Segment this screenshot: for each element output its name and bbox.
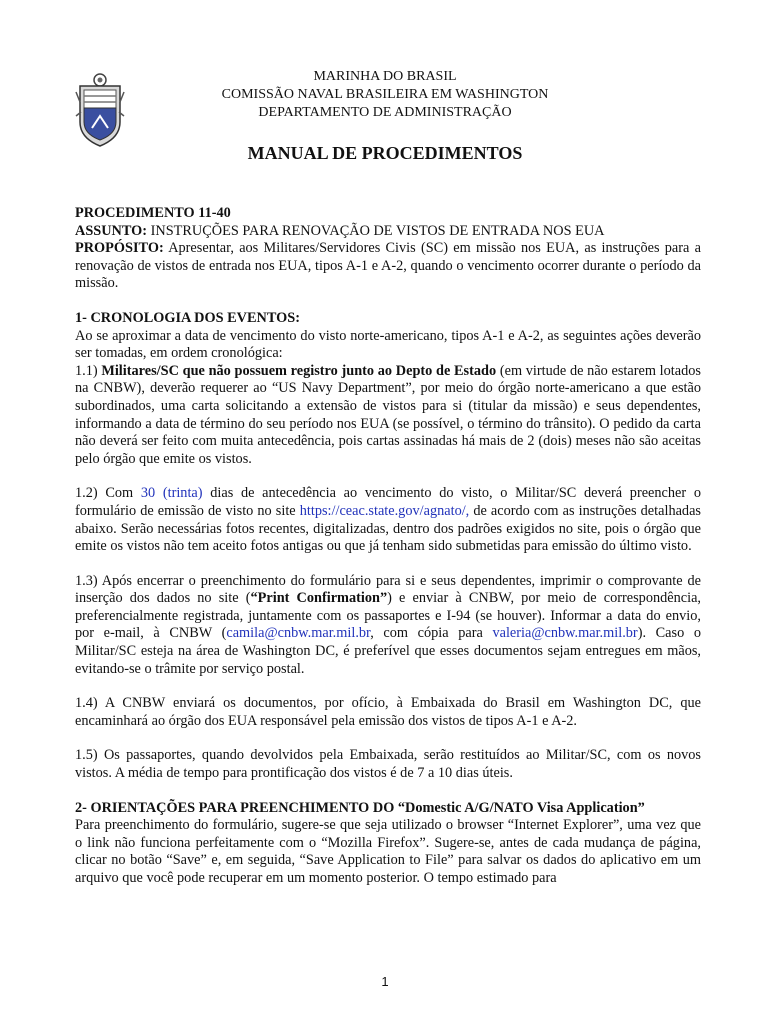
paragraph-1-2 xyxy=(75,485,701,555)
header-line-navy: MARINHA DO BRASIL xyxy=(313,69,457,84)
p11-bold: Militares/SC que não possuem registro junto ao Depto de Estado xyxy=(101,362,497,379)
section1-heading-block xyxy=(75,310,701,363)
page-number: 1 xyxy=(381,974,389,989)
p12-prefix: 1.2) Com xyxy=(75,485,141,502)
p13-bold: “Print Confirmation” xyxy=(250,590,388,607)
paragraph-1-1 xyxy=(75,363,701,469)
document-body xyxy=(75,205,701,888)
subject-text: INSTRUÇÕES PARA RENOVAÇÃO DE VISTOS DE ENTRADA NOS EUA xyxy=(147,222,605,239)
purpose-label: PROPÓSITO: xyxy=(75,240,164,257)
visa-site-link[interactable]: https://ceac.state.gov/agnato/, xyxy=(299,502,470,519)
p13-b: ) e enviar à CNBW, por meio de correspondência, preferencialmente registrada, juntamente com os passaportes e I-94 (se houver). Informar a data do envio, por e-mail, à CNBW ( xyxy=(75,590,701,642)
p13-a: 1.3) Após encerrar o preenchimento do formulário para si e seus dependentes, imprimir o comprovante de inserção dos dados no site ( xyxy=(75,572,701,607)
paragraph-1-5: 1.5) Os passaportes, quando devolvidos pela Embaixada, serão restituídos ao Militar/SC, com os novos vistos. A média de tempo para prontificação dos vistos é de 7 a 10 dias úteis. xyxy=(75,747,701,782)
procedure-block xyxy=(75,205,701,293)
manual-title: MANUAL DE PROCEDIMENTOS xyxy=(247,143,523,163)
subject-label: ASSUNTO: xyxy=(75,222,148,239)
p11-prefix: 1.1) xyxy=(75,362,102,379)
p12-mid: dias de antecedência ao vencimento do visto, o Militar/SC deverá preencher o formulário de emissão de visto no site xyxy=(75,485,701,519)
email-link-valeria[interactable]: valeria@cnbw.mar.mil.br xyxy=(492,625,638,642)
email-link-camila[interactable]: camila@cnbw.mar.mil.br xyxy=(226,625,371,642)
section2-heading: 2- ORIENTAÇÕES PARA PREENCHIMENTO DO “Domestic A/G/NATO Visa Application” xyxy=(75,799,645,816)
p11-text: (em virtude de não estarem lotados na CNBW), deverão requerer ao “US Navy Department”, por meio do órgão norte-americano a que estão subordinados, uma carta solicitando a extensão de vistos para si (titular da missão) e seus dependentes, informando a data de término do seu período nos EUA (se possível, o término do trânsito). O pedido da carta não deverá ser feito com muita antecedência, pois cartas assinadas há mais de 2 (dois) meses não são aceitas pelo órgão que emite os vistos. xyxy=(75,362,701,467)
purpose-text: Apresentar, aos Militares/Servidores Civis (SC) em missão nos EUA, as instruções para a renovação de vistos de entrada nos EUA, tipos A-1 e A-2, quando o vencimento ocorrer durante o período da missão. xyxy=(75,240,701,292)
section1-heading: 1- CRONOLOGIA DOS EVENTOS: xyxy=(75,309,300,326)
p12-days: 30 (trinta) xyxy=(140,485,203,502)
section2-block xyxy=(75,800,701,888)
navy-crest-icon xyxy=(72,72,128,150)
paragraph-1-4: 1.4) A CNBW enviará os documentos, por ofício, à Embaixada do Brasil em Washington DC, que encaminhará ao órgão dos EUA responsável pela emissão dos vistos de tipos A-1 e A-2. xyxy=(75,695,701,729)
paragraph-1-3 xyxy=(75,573,701,679)
p13-d: ). Caso o Militar/SC esteja na área de Washington DC, é preferível que esses documentos sejam entregues em mãos, evitando-se o trâmite por serviço postal. xyxy=(75,625,701,677)
p12-text: de acordo com as instruções detalhadas abaixo. Serão necessárias fotos recentes, digitalizadas, dentro dos padrões exigidos no site, pois o órgão que emite os vistos não tem aceito fotos antigas ou que já tenham sido submetidas para emissão do último visto. xyxy=(75,502,701,555)
header-line-commission: COMISSÃO NAVAL BRASILEIRA EM WASHINGTON xyxy=(221,87,549,102)
section1-intro: Ao se aproximar a data de vencimento do visto norte-americano, tipos A-1 e A-2, as seguintes ações deverão ser tomadas, em ordem cronológica: xyxy=(75,327,701,362)
p13-c: , com cópia para xyxy=(370,625,493,642)
procedure-number: PROCEDIMENTO 11-40 xyxy=(75,205,231,221)
header-line-department: DEPARTAMENTO DE ADMINISTRAÇÃO xyxy=(258,105,512,120)
section2-text: Para preenchimento do formulário, sugere-se que seja utilizado o browser “Internet Explorer”, uma vez que o link não funciona perfeitamente com o “Mozilla Firefox”. Sugere-se, antes de cada mudança de página, clicar no botão “Save” e, em seguida, “Save Application to File” para salvar os dados do aplicativo em um arquivo que você pode recuperar em um momento posterior. O tempo estimado para xyxy=(75,817,701,886)
institution-header xyxy=(180,68,590,122)
